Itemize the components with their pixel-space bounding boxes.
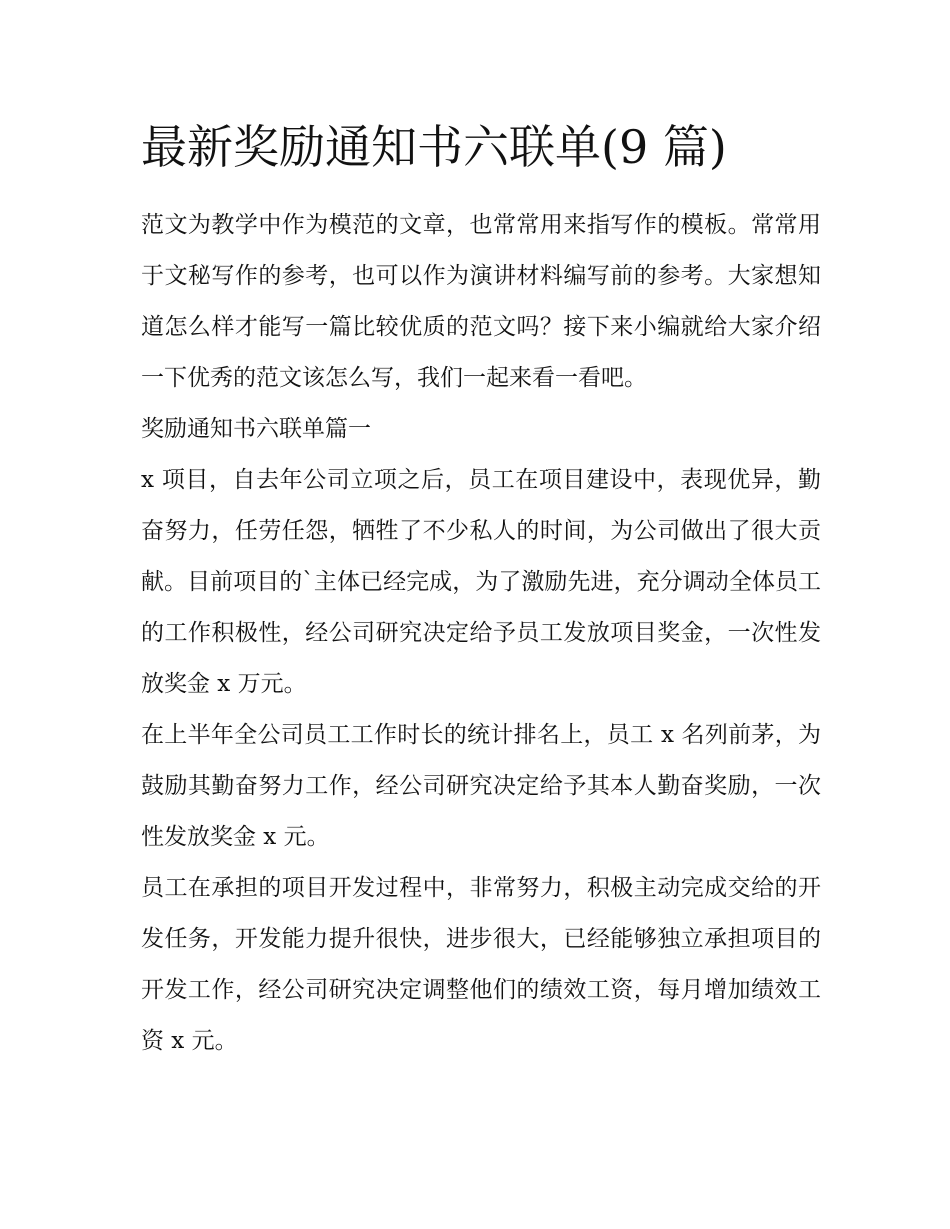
body-paragraph: x 项目，自去年公司立项之后，员工在项目建设中，表现优异，勤奋努力，任劳任怨，牺牲了不少私人的时间，为公司做出了很大贡献。目前项目的`主体已经完成，为了激励先进，充分调动全体员工的工作积极性，经公司研究决定给予员工发放项目奖金，一次性发放奖金 x 万元。 xyxy=(141,467,821,697)
body-paragraph: 员工在承担的项目开发过程中，非常努力，积极主动完成交给的开发任务，开发能力提升很快，进步很大，已经能够独立承担项目的开发工作，经公司研究决定调整他们的绩效工资，每月增加绩效工资 x 元。 xyxy=(141,875,821,1054)
document-body xyxy=(141,112,821,1067)
section-heading: 奖励通知书六联单篇一 xyxy=(141,416,371,442)
body-paragraph: 在上半年全公司员工工作时长的统计排名上，员工 x 名列前茅，为鼓励其勤奋努力工作，经公司研究决定给予其本人勤奋奖励，一次性发放奖金 x 元。 xyxy=(141,722,821,850)
intro-paragraph: 范文为教学中作为模范的文章，也常常用来指写作的模板。常常用于文秘写作的参考，也可以作为演讲材料编写前的参考。大家想知道怎么样才能写一篇比较优质的范文吗？接下来小编就给大家介绍一下优秀的范文该怎么写，我们一起来看一看吧。 xyxy=(141,212,821,391)
document-title: 最新奖励通知书六联单(9 篇) xyxy=(141,120,727,174)
